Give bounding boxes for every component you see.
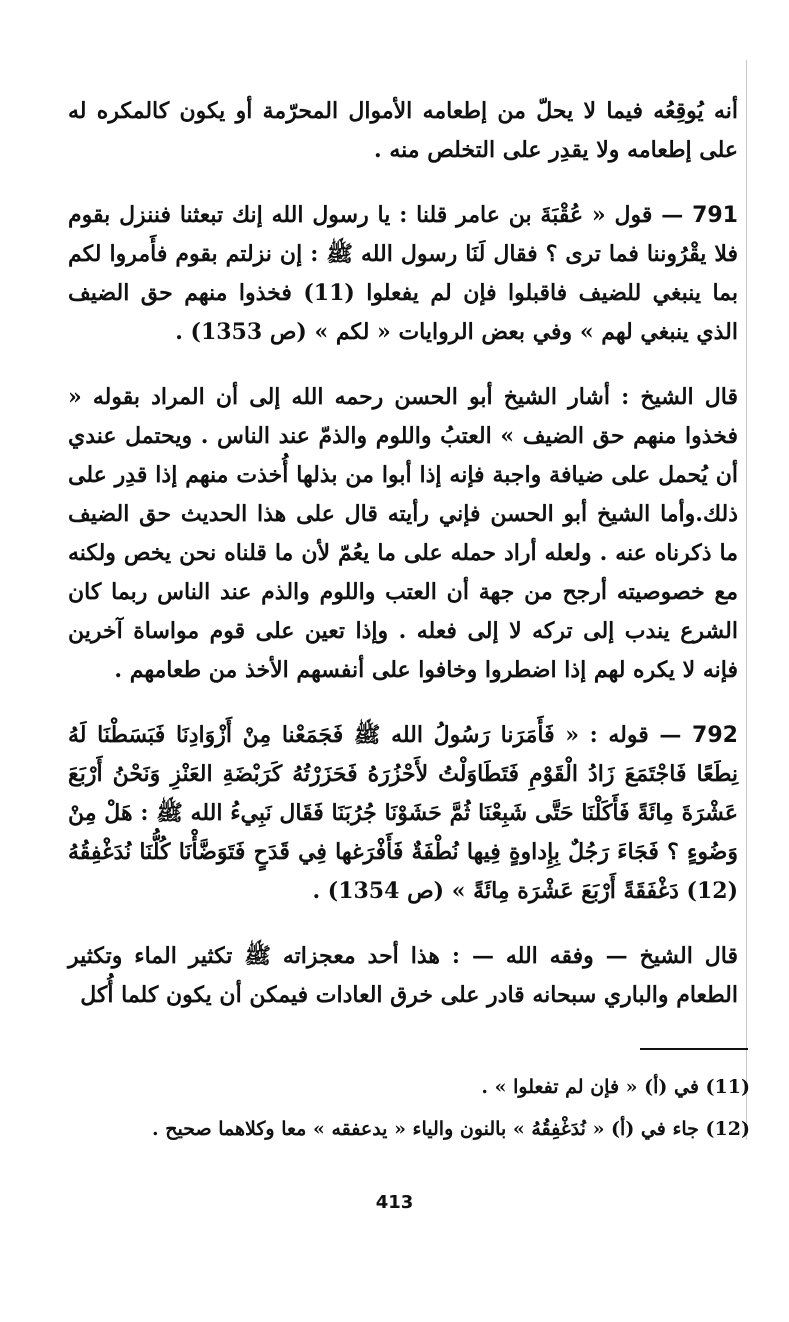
footnotes xyxy=(68,1066,750,1150)
hadith-number: 792 xyxy=(692,723,738,748)
page-number: 413 xyxy=(375,1192,414,1213)
hadith-number: 791 xyxy=(692,203,738,228)
paragraph-text: — قوله : « فَأَمَرَنا رَسُولُ الله ﷺ فَجَمَعْنا مِنْ أَزْوَادِنَا فَبَسَطْنَا لَهُ نِطَعًا فَاجْتَمَعَ زَادُ الْقَوْمِ فَتَطَاوَلْتُ لأَحْزُرَهُ فَحَزَرْتُهُ كَرَبْضَةِ العَنْزِ وَنَحْنُ أَرْبَعَ عَشْرَةَ مِائَةً فَأَكَلْنَا حَتَّى شَبِعْنَا ثُمَّ حَشَوْنَا جُرُبَنَا فَقَال نَبِيءُ الله ﷺ : هَلْ مِنْ وَضُوءٍ ؟ فَجَاءَ رَجُلٌ بِإِداوةٍ فِيها نُطْفَةٌ فَأَفْرَغها فِي قَدَحٍ فَتَوَضَّأْنَا كُلُّنَا نُدَغْفِقُهُ (12) دَغْفَقَةً أَرْبَعَ عَشْرَة مِائَةً » (ص 1354) . xyxy=(68,722,738,904)
gutter-shadow-line xyxy=(746,60,747,1140)
paragraph-sheikh-commentary-1 xyxy=(68,378,738,690)
main-text xyxy=(68,92,738,1041)
paragraph-text: أنه يُوقِعُه فيما لا يحلّ من إطعامه الأموال المحرّمة أو يكون كالمكره له على إطعامه ولا يقدِر على التخلص منه . xyxy=(68,98,738,163)
footnote-separator xyxy=(640,1048,748,1050)
footnote-11: (11) في (أ) « فإن لم تفعلوا » . xyxy=(481,1076,750,1098)
footnote-12: (12) جاء في (أ) « نُدَغْفِقُهُ » بالنون والياء « يدعفقه » معا وكلاهما صحيح . xyxy=(152,1118,750,1140)
paragraph-792 xyxy=(68,716,738,911)
paragraph-text: — قول « عُقْبَةَ بن عامر قلنا : يا رسول الله إنك تبعثنا فننزل بقوم فلا يقْرُوننا فما ترى ؟ فقال لَنَا رسول الله ﷺ : إن نزلتم بقوم فأَمروا لكم بما ينبغي للضيف فاقبلوا فإن لم يفعلوا (11) فخذوا منهم حق الضيف الذي ينبغي لهم » وفي بعض الروايات « لكم » (ص 1353) . xyxy=(68,202,738,345)
paragraph-text: قال الشيخ — وفقه الله — : هذا أحد معجزاته ﷺ تكثير الماء وتكثير الطعام والباري سبحانه قادر على خرق العادات فيمكن أن يكون كلما أُكل xyxy=(68,943,738,1008)
paragraph-text: قال الشيخ : أشار الشيخ أبو الحسن رحمه الله إلى أن المراد بقوله « فخذوا منهم حق الضيف » العتبُ واللوم والذمّ عند الناس . ويحتمل عندي أن يُحمل على ضيافة واجبة فإنه إذا أبوا من بذلها أُخذت منهم إذا قدِر على ذلك.وأما الشيخ أبو الحسن فإني رأيته قال على هذا الحديث حق الضيف ما ذكرناه عنه . ولعله أراد حمله على ما يعُمّ لأن ما قلناه نحن يخص ولكنه مع خصوصيته أرجح من جهة أن العتب واللوم والذم عند الناس ربما كان الشرع يندب إلى تركه لا إلى فعله . وإذا تعين على قوم مواساة آخرين فإنه لا يكره لهم إذا اضطروا وخافوا على أنفسهم الأخذ من طعامهم . xyxy=(68,384,738,683)
paragraph-sheikh-commentary-2 xyxy=(68,937,738,1015)
paragraph-791 xyxy=(68,196,738,352)
paragraph-intro xyxy=(68,92,738,170)
